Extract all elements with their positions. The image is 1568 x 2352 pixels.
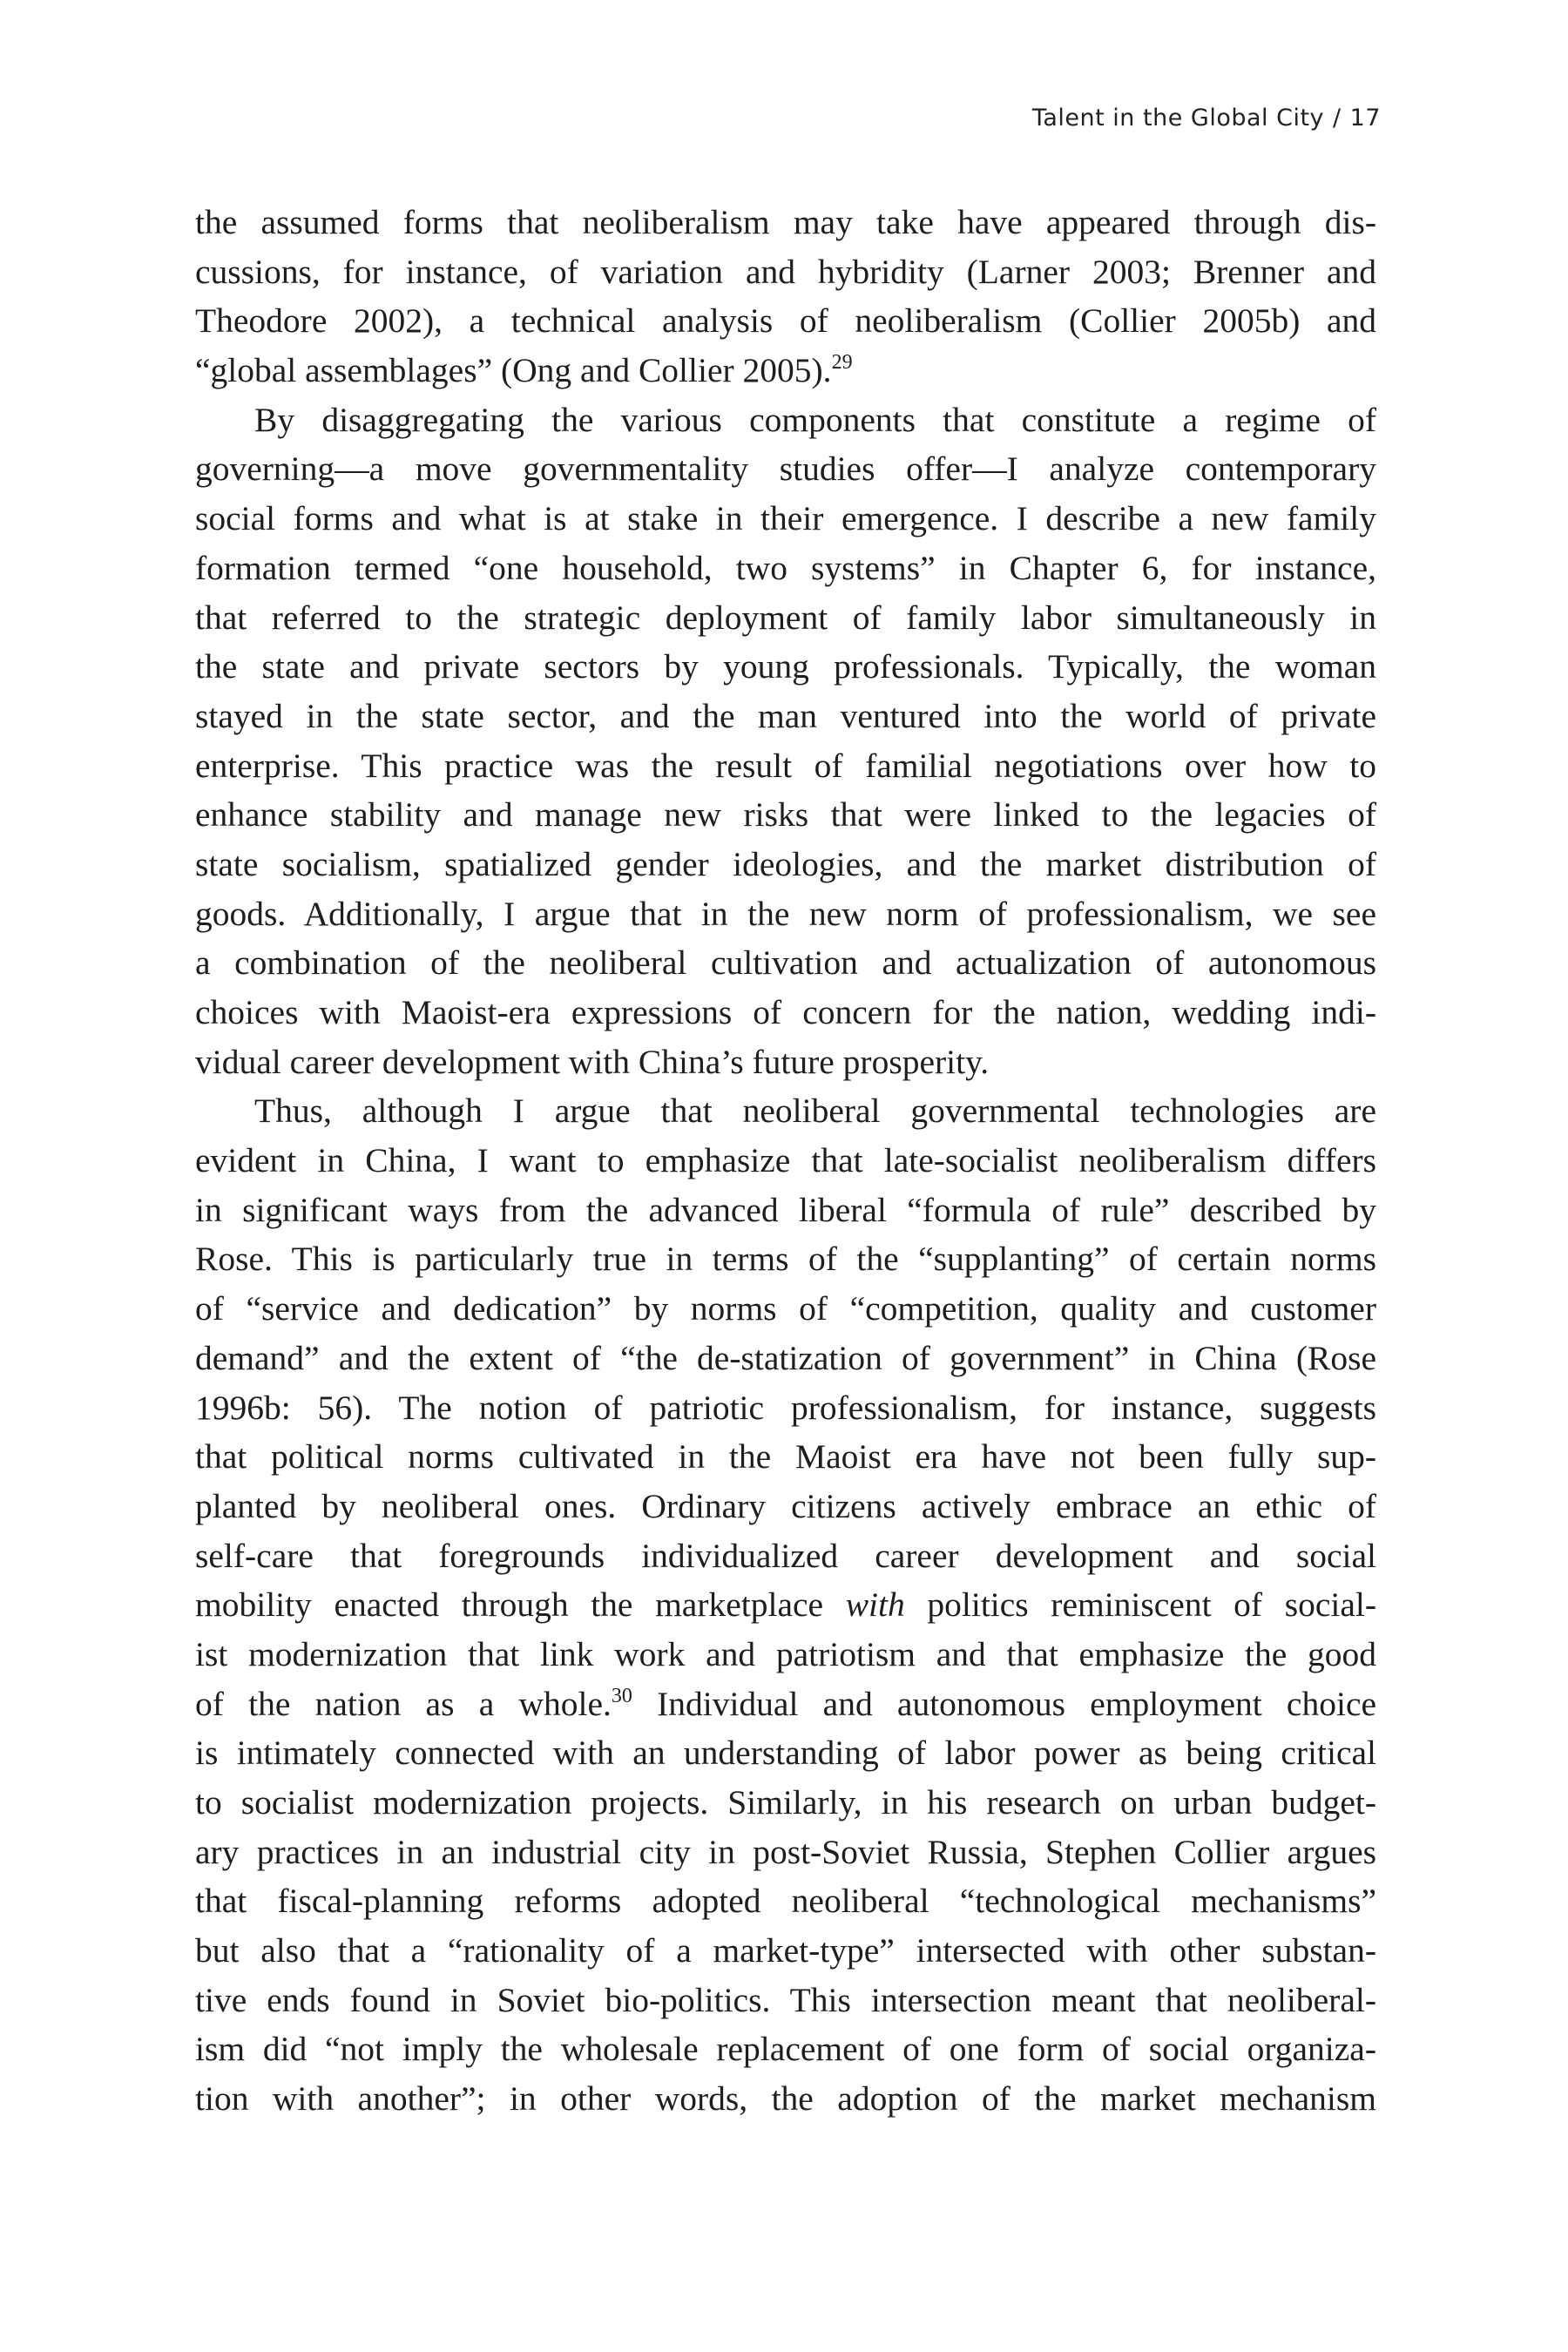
text-line: governing—a move governmentality studies offer—I analyze contemporary bbox=[195, 449, 1376, 489]
text-line: in significant ways from the advanced liberal “formula of rule” described by bbox=[195, 1190, 1376, 1229]
page-number: 17 bbox=[1349, 105, 1381, 132]
text-line: the assumed forms that neoliberalism may take have appeared through dis- bbox=[195, 203, 1376, 241]
text-line: Theodore 2002), a technical analysis of neoliberalism (Collier 2005b) and bbox=[195, 301, 1376, 341]
text-line: state socialism, spatialized gender ideologies, and the market distribution of bbox=[195, 844, 1376, 883]
paragraph-3 bbox=[195, 1086, 1376, 2123]
text-line: self-care that foregrounds individualized career development and social bbox=[195, 1536, 1376, 1575]
text-line: stayed in the state sector, and the man ventured into the world of private bbox=[195, 696, 1376, 735]
text-line: tion with another”; in other words, the adoption of the market mechanism bbox=[195, 2079, 1376, 2119]
text-line: formation termed “one household, two systems” in Chapter 6, for instance, bbox=[195, 548, 1376, 587]
page-body bbox=[195, 198, 1376, 2124]
text-line: Thus, although I argue that neoliberal governmental technologies are bbox=[254, 1092, 1376, 1131]
text-line: cussions, for instance, of variation and hybridity (Larner 2003; Brenner and bbox=[195, 252, 1376, 291]
text-run: mobility enacted through the marketplace bbox=[195, 1585, 846, 1625]
running-title: Talent in the Global City bbox=[1031, 105, 1325, 132]
text-line: By disaggregating the various components that constitute a regime of bbox=[254, 400, 1376, 439]
text-run: “global assemblages” (Ong and Collier 2005). bbox=[195, 351, 832, 390]
text-line: the state and private sectors by young professionals. Typically, the woman bbox=[195, 647, 1376, 686]
text-line: enhance stability and manage new risks that were linked to the legacies of bbox=[195, 795, 1376, 835]
text-line: planted by neoliberal ones. Ordinary citizens actively embrace an ethic of bbox=[195, 1486, 1376, 1525]
text-line: 1996b: 56). The notion of patriotic professionalism, for instance, suggests bbox=[195, 1388, 1376, 1427]
running-head-separator: / bbox=[1333, 105, 1342, 132]
text-line: Rose. This is particularly true in terms of the “supplanting” of certain norms bbox=[195, 1240, 1376, 1279]
text-line: vidual career development with China’s future prosperity. bbox=[195, 1042, 990, 1081]
text-line bbox=[195, 1680, 1376, 1729]
text-run: Individual and autonomous employment choice bbox=[632, 1684, 1377, 1723]
text-line bbox=[195, 1580, 1376, 1630]
text-line: but also that a “rationality of a market-type” intersected with other substan- bbox=[195, 1931, 1376, 1970]
text-line: that political norms cultivated in the Maoist era have not been fully sup- bbox=[195, 1437, 1376, 1477]
text-line: tive ends found in Soviet bio-politics. This intersection meant that neoliberal- bbox=[195, 1980, 1376, 2019]
text-run: politics reminiscent of social- bbox=[904, 1585, 1376, 1625]
text-line: that fiscal-planning reforms adopted neoliberal “technological mechanisms” bbox=[195, 1882, 1376, 1921]
text-line: social forms and what is at stake in their emergence. I describe a new family bbox=[195, 499, 1376, 538]
text-line: ism did “not imply the wholesale replacement of one form of social organiza- bbox=[195, 2030, 1376, 2069]
text-line bbox=[195, 346, 1376, 395]
text-run: of the nation as a whole. bbox=[195, 1684, 612, 1723]
text-line: of “service and dedication” by norms of “competition, quality and customer bbox=[195, 1289, 1376, 1328]
paragraph-1 bbox=[195, 198, 1376, 395]
footnote-ref-30: 30 bbox=[611, 1684, 632, 1707]
emphasis: with bbox=[845, 1585, 905, 1625]
text-line: demand” and the extent of “the de-statization of government” in China (Rose bbox=[195, 1338, 1376, 1377]
text-line: to socialist modernization projects. Similarly, in his research on urban budget- bbox=[195, 1783, 1376, 1821]
text-line: is intimately connected with an understanding of labor power as being critical bbox=[195, 1734, 1376, 1773]
text-line: enterprise. This practice was the result of familial negotiations over how to bbox=[195, 746, 1376, 785]
paragraph-2 bbox=[195, 395, 1376, 1087]
running-head bbox=[1032, 105, 1381, 132]
text-line: choices with Maoist-era expressions of concern for the nation, wedding indi- bbox=[195, 993, 1376, 1031]
text-line: evident in China, I want to emphasize that late-socialist neoliberalism differs bbox=[195, 1141, 1376, 1180]
text-line: that referred to the strategic deployment of family labor simultaneously in bbox=[195, 598, 1376, 637]
text-line: goods. Additionally, I argue that in the new norm of professionalism, we see bbox=[195, 894, 1376, 933]
text-line: ary practices in an industrial city in post-Soviet Russia, Stephen Collier argues bbox=[195, 1832, 1376, 1871]
text-line: a combination of the neoliberal cultivation and actualization of autonomous bbox=[195, 943, 1376, 983]
footnote-ref-29: 29 bbox=[831, 351, 853, 375]
text-line: ist modernization that link work and patriotism and that emphasize the good bbox=[195, 1634, 1376, 1673]
